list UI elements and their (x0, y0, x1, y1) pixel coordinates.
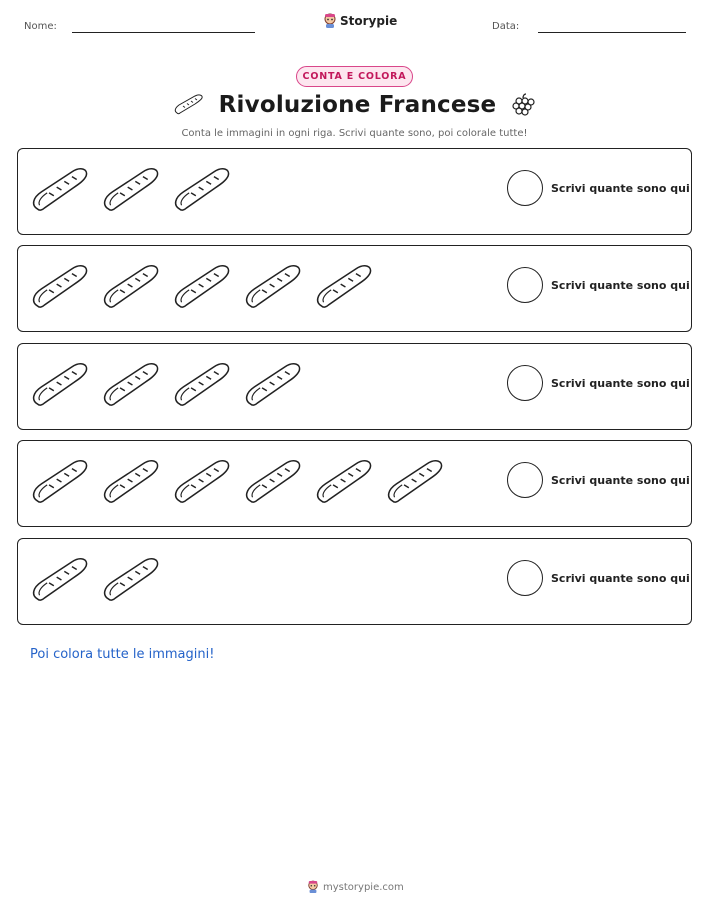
baguette-icon[interactable] (172, 162, 233, 218)
count-row (17, 245, 692, 332)
picture-group (30, 259, 375, 315)
brand-name: Storypie (340, 14, 398, 28)
answer-label: Scrivi quante sono qui (551, 377, 690, 390)
footer (307, 880, 404, 894)
name-label: Nome: (24, 21, 57, 32)
baguette-icon (173, 93, 205, 117)
baguette-icon[interactable] (172, 454, 233, 510)
answer-circle[interactable] (507, 462, 543, 498)
answer-circle[interactable] (507, 267, 543, 303)
footer-site: mystorypie.com (323, 881, 404, 893)
baguette-icon[interactable] (385, 454, 446, 510)
picture-group (30, 454, 446, 510)
answer-label: Scrivi quante sono qui (551, 572, 690, 585)
storypie-mascot-icon (307, 880, 319, 894)
answer-circle[interactable] (507, 560, 543, 596)
baguette-icon[interactable] (30, 259, 91, 315)
baguette-icon[interactable] (172, 259, 233, 315)
count-row (17, 343, 692, 430)
footer-instruction: Poi colora tutte le immagini! (30, 647, 215, 662)
baguette-icon[interactable] (314, 454, 375, 510)
activity-badge: CONTA E COLORA (296, 66, 413, 87)
count-row (17, 148, 692, 235)
picture-group (30, 357, 304, 413)
date-label: Data: (492, 21, 520, 32)
baguette-icon[interactable] (101, 259, 162, 315)
answer-label: Scrivi quante sono qui (551, 474, 690, 487)
answer-circle[interactable] (507, 365, 543, 401)
baguette-icon[interactable] (172, 357, 233, 413)
baguette-icon[interactable] (101, 552, 162, 608)
count-row (17, 440, 692, 527)
baguette-icon[interactable] (243, 357, 304, 413)
baguette-icon[interactable] (243, 454, 304, 510)
date-line[interactable] (538, 32, 686, 33)
baguette-icon[interactable] (101, 162, 162, 218)
storypie-mascot-icon (323, 13, 337, 29)
baguette-icon[interactable] (101, 454, 162, 510)
baguette-icon[interactable] (314, 259, 375, 315)
instructions: Conta le immagini in ogni riga. Scrivi quante sono, poi colorale tutte! (181, 128, 528, 139)
grapes-icon (510, 93, 536, 117)
baguette-icon[interactable] (30, 552, 91, 608)
answer-circle[interactable] (507, 170, 543, 206)
answer-label: Scrivi quante sono qui (551, 182, 690, 195)
page-title: Rivoluzione Francese (218, 92, 497, 118)
baguette-icon[interactable] (30, 357, 91, 413)
count-row (17, 538, 692, 625)
baguette-icon[interactable] (243, 259, 304, 315)
baguette-icon[interactable] (101, 357, 162, 413)
baguette-icon[interactable] (30, 454, 91, 510)
baguette-icon[interactable] (30, 162, 91, 218)
answer-label: Scrivi quante sono qui (551, 279, 690, 292)
name-line[interactable] (72, 32, 255, 33)
picture-group (30, 552, 162, 608)
picture-group (30, 162, 233, 218)
brand-logo (323, 13, 397, 29)
